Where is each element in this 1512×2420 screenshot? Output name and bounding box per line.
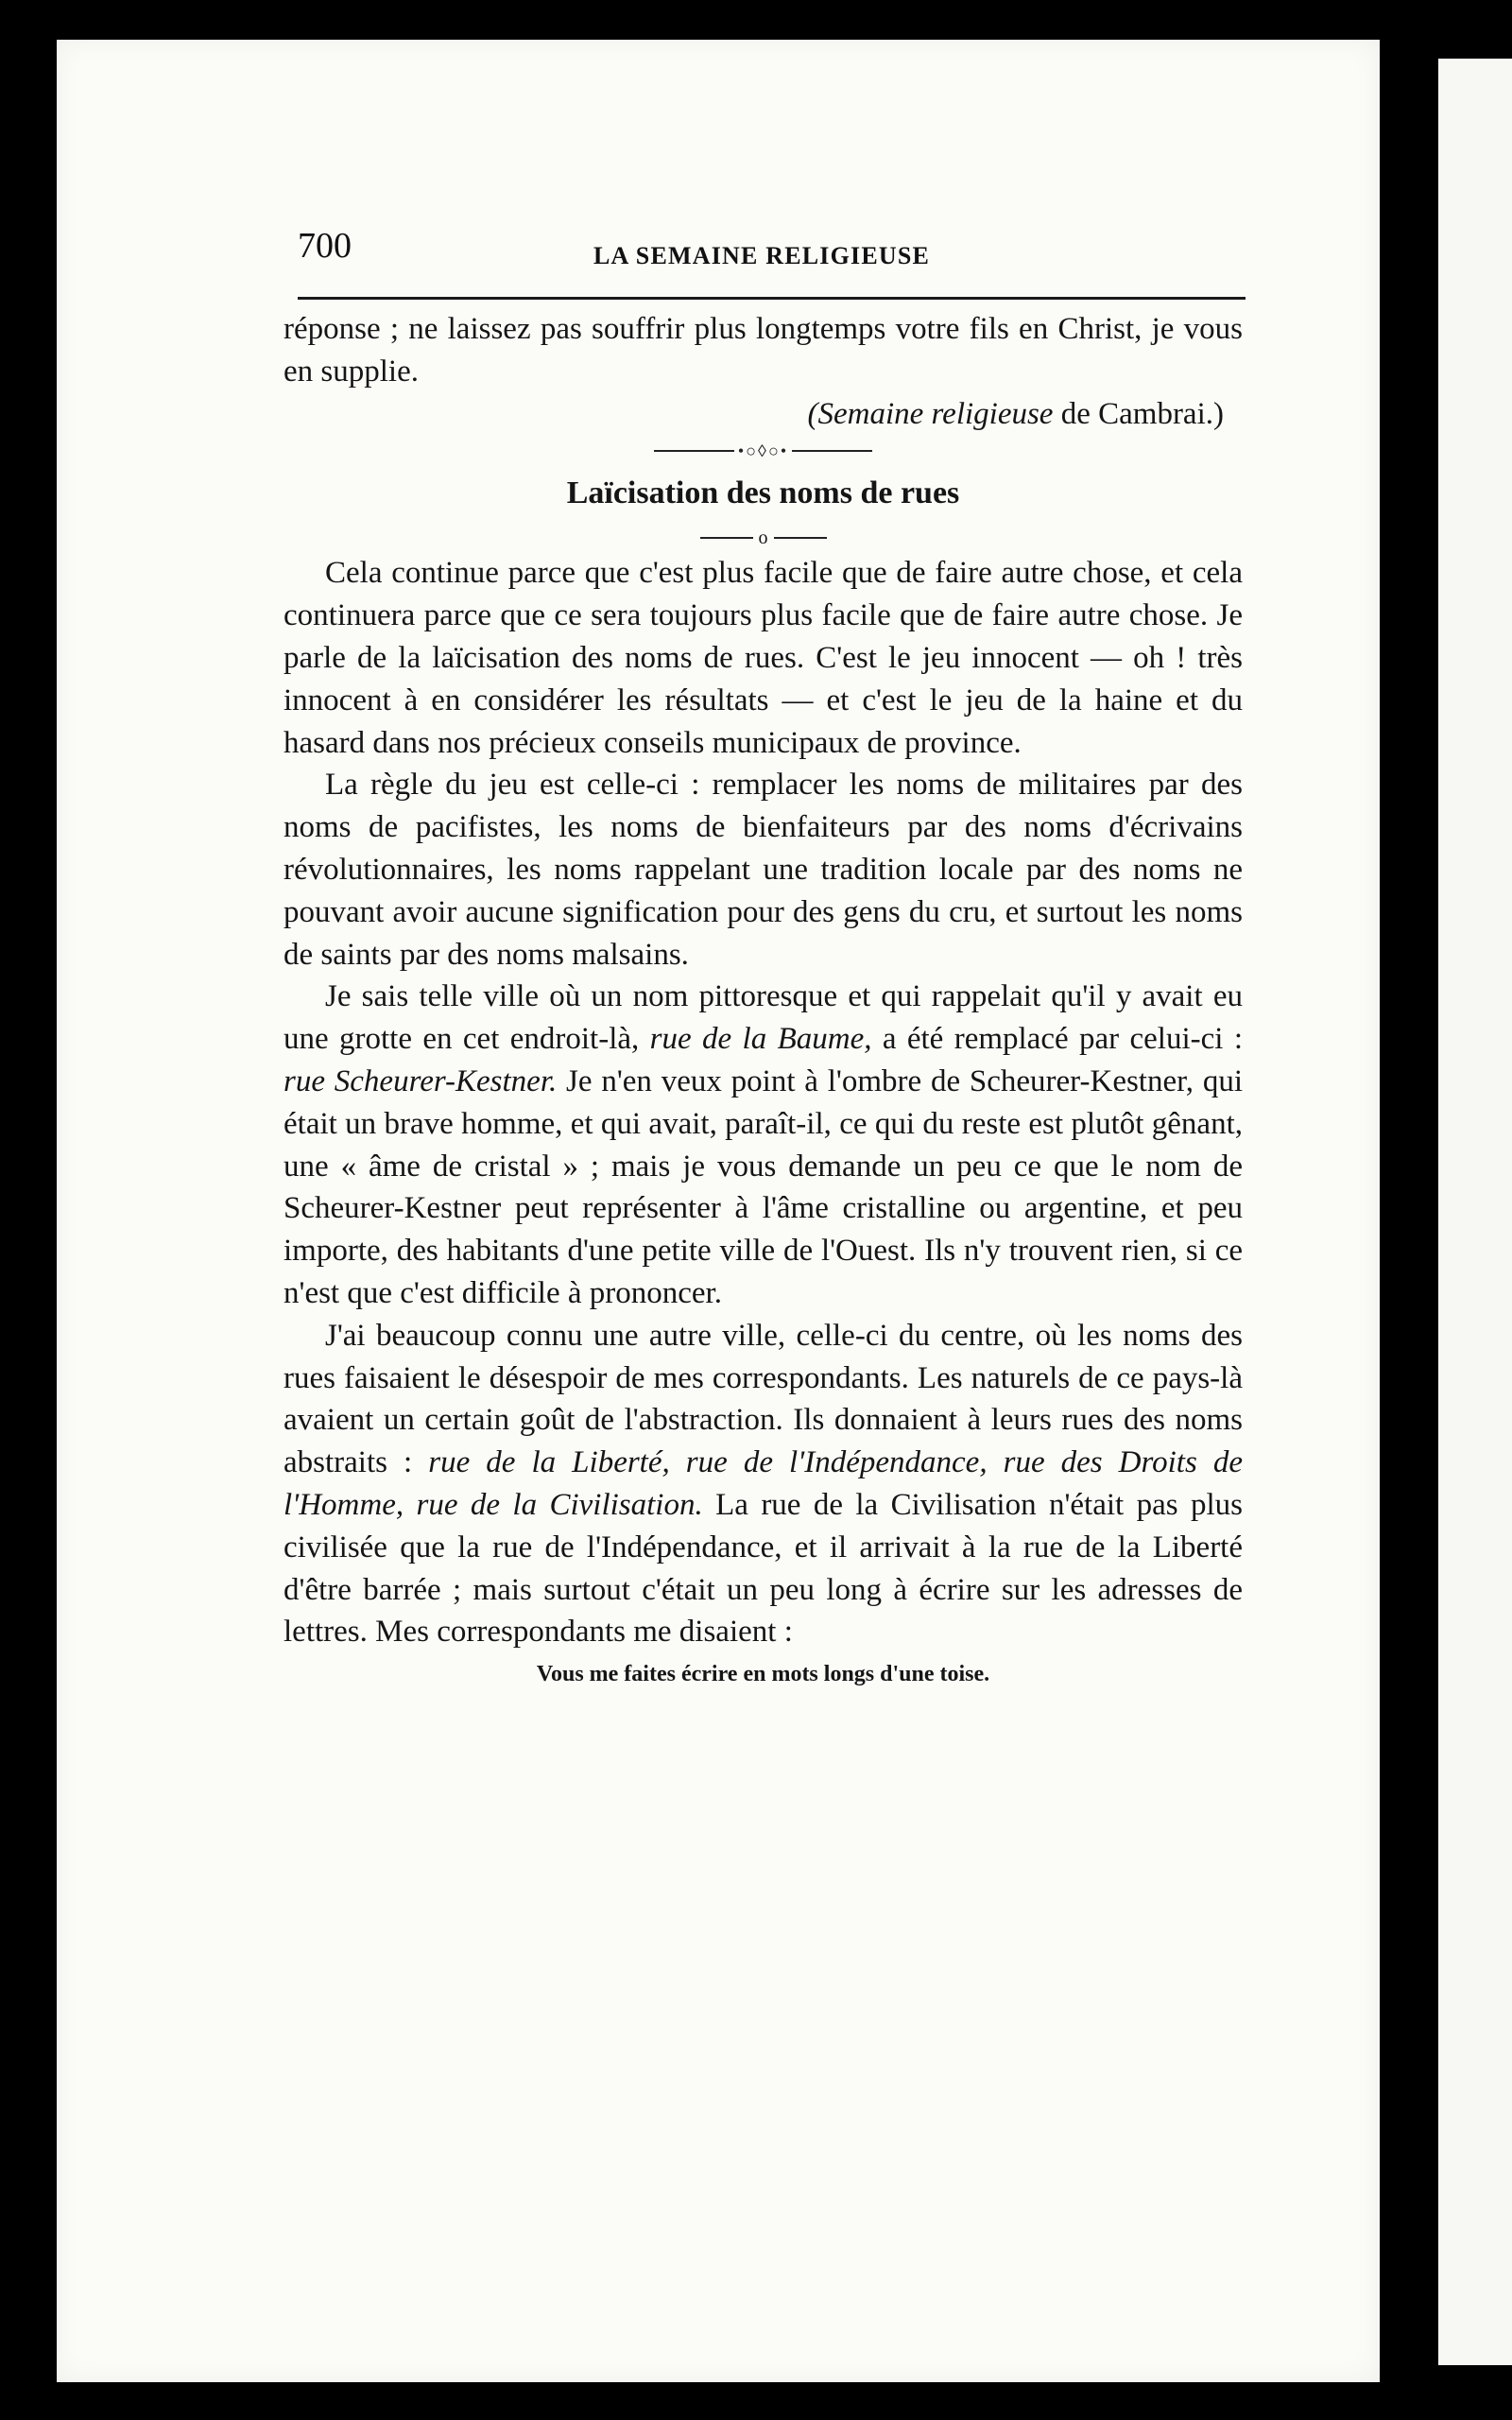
paragraph-3-part-c: Je n'en veux point à l'ombre de Scheurer-Kestner, qui était un brave homme, et qui avait, paraît-il, ce qui du reste est plutôt gênant, une « âme de cristal » ; mais je vous demande un peu ce que le nom de Scheurer-Kestner peut représenter à l'âme cristalline ou argentine, et peu importe, des habitants d'une petite ville de l'Ouest. Ils n'y trouvent rien, si ce n'est que c'est difficile à prononcer.: [284, 1063, 1243, 1310]
adjacent-page-edge: [1438, 59, 1512, 2365]
ornament-line-left: [654, 450, 734, 452]
paragraph-3-italic-1: rue de la Baume,: [649, 1022, 872, 1057]
title-ornament-line-left: [700, 537, 753, 539]
paragraph-3-part-a: Je sais telle ville où un nom pittoresque et qui rappelait qu'il y avait eu une grotte en cet endroit-là,: [284, 979, 1243, 1057]
source-citation: [284, 393, 1243, 436]
paragraph-3-italic-2: rue Scheurer-Kestner.: [284, 1063, 558, 1098]
paragraph-3: [284, 976, 1243, 1314]
paragraph-1: Cela continue parce que c'est plus facile que de faire autre chose, et cela continuera parce que ce sera toujours plus facile que de faire autre chose. Je parle de la laïcisation des noms de rues. C'est le jeu innocent — oh ! très innocent à en considérer les résultats — et c'est le jeu de la haine et du hasard dans nos précieux conseils municipaux de province.: [284, 556, 1243, 760]
ornament-symbol: •○◊○•: [737, 441, 789, 461]
verse-quote: Vous me faites écrire en mots longs d'une toise.: [536, 1662, 990, 1687]
source-title: (Semaine religieuse: [807, 396, 1054, 431]
paragraph-4-part-b: La rue de la Civilisation n'était pas plus civilisée que la rue de l'Indépendance, et il arrivait à la rue de la Liberté d'être barrée ; mais surtout c'était un peu long à écrire sur les adresses de lettres. Mes correspondants me disaient :: [284, 1487, 1243, 1650]
paragraph-4: [284, 1315, 1243, 1653]
running-title: LA SEMAINE RELIGIEUSE: [593, 242, 931, 269]
page-header: [298, 225, 1243, 282]
source-rest: de Cambrai.): [1053, 396, 1224, 431]
paragraph-3-part-b: a été remplacé par celui-ci :: [871, 1022, 1243, 1057]
page-body: [284, 308, 1243, 1693]
intro-paragraph: réponse ; ne laissez pas souffrir plus longtemps votre fils en Christ, je vous en supplie.: [284, 312, 1243, 389]
title-ornament: [284, 520, 1243, 552]
ornament-line-right: [792, 450, 872, 452]
section-ornament: [284, 435, 1243, 463]
paragraph-4-italic: rue de la Liberté, rue de l'Indépendance, rue des Droits de l'Homme, rue de la Civilisation.: [284, 1445, 1243, 1522]
article-title: Laïcisation des noms de rues: [566, 475, 960, 511]
header-rule: [298, 297, 1246, 300]
paragraph-4-part-a: J'ai beaucoup connu une autre ville, celle-ci du centre, où les noms des rues faisaient le désespoir de mes correspondants. Les naturels de ce pays-là avaient un certain goût de l'abstraction. Ils donnaient à leurs rues des noms abstraits :: [284, 1318, 1243, 1480]
title-ornament-symbol: o: [758, 527, 768, 548]
page-number: 700: [298, 226, 352, 266]
title-ornament-line-right: [774, 537, 827, 539]
paragraph-2: La règle du jeu est celle-ci : remplacer les noms de militaires par des noms de pacifistes, les noms de bienfaiteurs par des noms d'écrivains révolutionnaires, les noms rappelant une tradition locale par des noms ne pouvant avoir aucune signification pour des gens du cru, et surtout les noms de saints par des noms malsains.: [284, 768, 1243, 972]
